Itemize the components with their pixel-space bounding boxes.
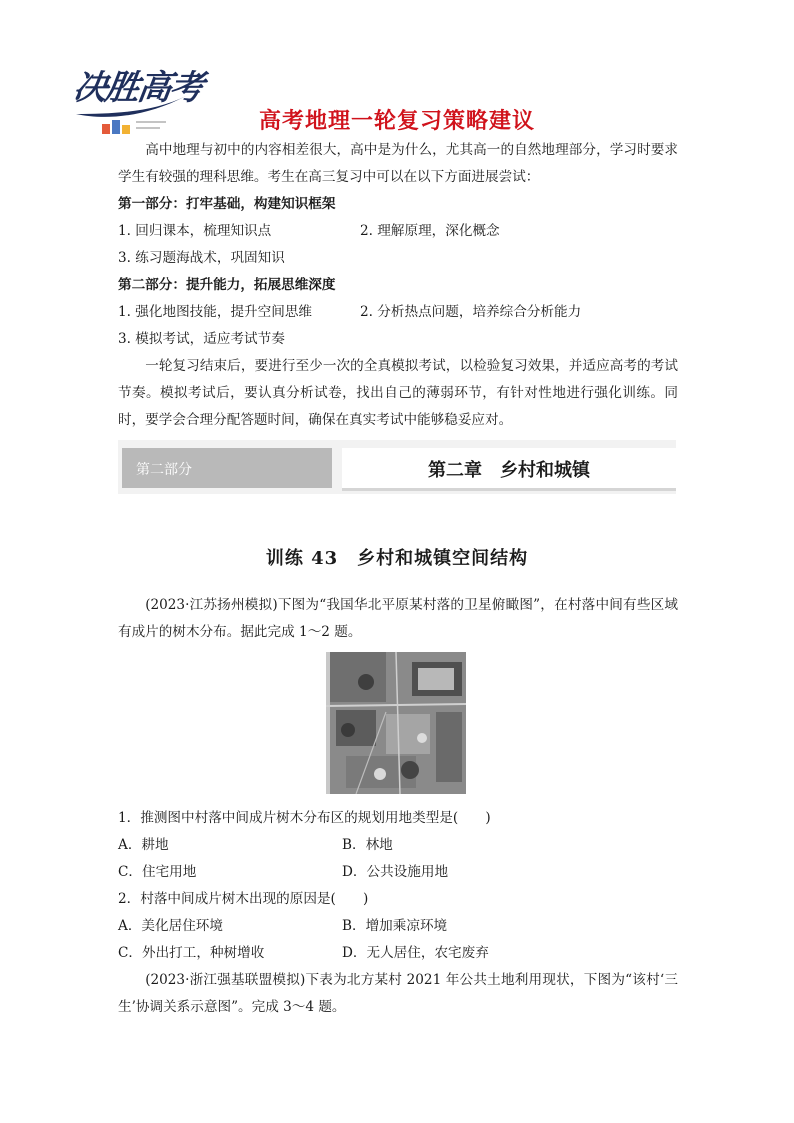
question-stem-1: (2023·江苏扬州模拟)下图为“我国华北平原某村落的卫星俯瞰图”，在村落中间有些区域有成片的树木分布。据此完成 1～2 题。 bbox=[118, 597, 678, 640]
mock-exam-paragraph: 一轮复习结束后，要进行至少一次的全真模拟考试，以检验复习效果，并适应高考的考试节奏。模拟考试后，要认真分析试卷，找出自己的薄弱环节，有针对性地进行强化训练。同时，要学会合理分配答题时间，确保在真实考试中能够稳妥应对。 bbox=[118, 358, 678, 428]
chapter-title: 第二章 乡村和城镇 bbox=[428, 460, 590, 481]
q2-option-d: D．无人居住，农宅废弃 bbox=[342, 945, 489, 961]
part2-item-3: 3. 模拟考试，适应考试节奏 bbox=[118, 331, 285, 347]
q1-option-b: B．林地 bbox=[342, 837, 393, 853]
part2-item-2: 2. 分析热点问题，培养综合分析能力 bbox=[360, 304, 582, 320]
exercise-title: 训练 43 乡村和城镇空间结构 bbox=[265, 548, 529, 569]
page-title: 高考地理一轮复习策略建议 bbox=[258, 109, 535, 134]
part1-item-1: 1. 回归课本，梳理知识点 bbox=[118, 223, 272, 239]
satellite-image bbox=[326, 652, 466, 794]
part-tab bbox=[122, 448, 332, 488]
part-tab-label: 第二部分 bbox=[136, 462, 192, 478]
question-stem-2: (2023·浙江强基联盟模拟)下表为北方某村 2021 年公共土地利用现状，下图为“该村‘三生’协调关系示意图”。完成 3～4 题。 bbox=[118, 972, 678, 1015]
chapter-title-box bbox=[342, 448, 676, 491]
q2-option-c: C．外出打工，种树增收 bbox=[118, 945, 265, 961]
q2-option-b: B．增加乘凉环境 bbox=[342, 918, 448, 934]
chapter-banner bbox=[118, 440, 676, 494]
q1-option-a: A．耕地 bbox=[118, 837, 169, 853]
question-2: 2．村落中间成片树木出现的原因是( ) bbox=[118, 891, 369, 907]
part2-item-1: 1. 强化地图技能，提升空间思维 bbox=[118, 304, 313, 320]
q1-option-d: D．公共设施用地 bbox=[342, 864, 449, 880]
question-1: 1．推测图中村落中间成片树木分布区的规划用地类型是( ) bbox=[118, 810, 491, 826]
logo-text: 决胜高考 bbox=[70, 68, 205, 108]
intro-paragraph: 高中地理与初中的内容相差很大，高中是为什么，尤其高一的自然地理部分，学习时要求学生有较强的理科思维。考生在高三复习中可以在以下方面进展尝试： bbox=[118, 142, 678, 185]
part2-heading: 第二部分：提升能力，拓展思维深度 bbox=[118, 277, 336, 293]
q1-option-c: C．住宅用地 bbox=[118, 864, 197, 880]
part1-item-3: 3. 练习题海战术，巩固知识 bbox=[118, 250, 285, 266]
q2-option-a: A．美化居住环境 bbox=[118, 918, 223, 934]
part1-item-2: 2. 理解原理，深化概念 bbox=[360, 223, 500, 239]
part1-heading: 第一部分：打牢基础，构建知识框架 bbox=[118, 196, 336, 212]
